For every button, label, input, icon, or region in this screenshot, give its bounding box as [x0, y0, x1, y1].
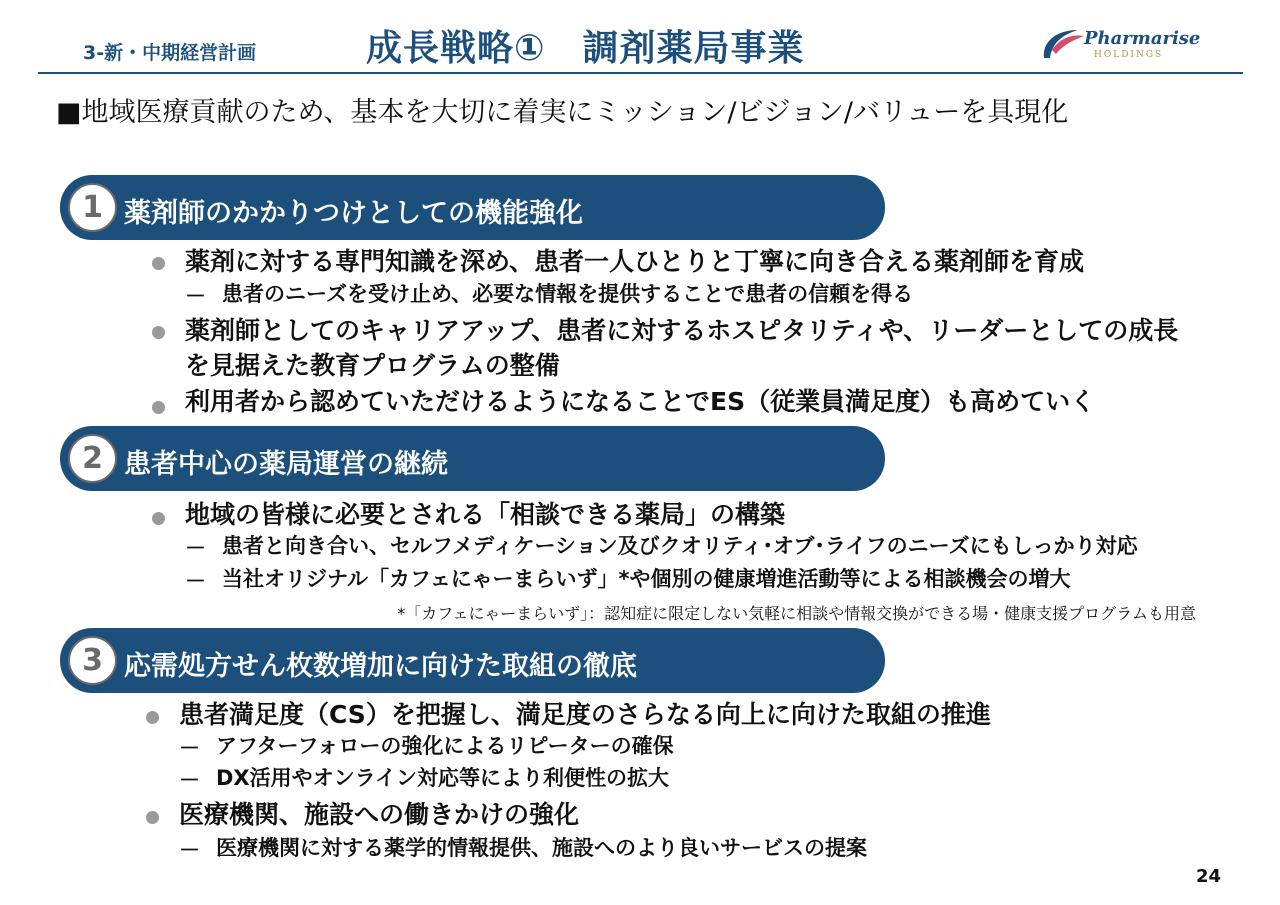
list-item: 地域の皆様に必要とされる「相談できる薬局」の構築: [185, 500, 786, 529]
list-item: 利用者から認めていただけるようになることでES（従業員満足度）も高めていく: [185, 387, 1096, 416]
list-item: 患者のニーズを受け止め、必要な情報を提供することで患者の信頼を得る: [222, 282, 914, 306]
list-item: アフターフォローの強化によるリピーターの確保: [216, 734, 674, 758]
dash-marker: －: [185, 536, 206, 560]
strategy-2-banner: [60, 426, 885, 491]
page-title: 成長戦略① 調剤薬局事業: [366, 28, 805, 69]
dash-marker: －: [179, 768, 200, 792]
strategy-1-number: 1: [68, 183, 117, 232]
logo-sub: HOLDINGS: [1094, 50, 1164, 60]
dash-marker: －: [185, 569, 206, 593]
list-item: 患者満足度（CS）を把握し、満足度のさらなる向上に向けた取組の推進: [179, 700, 991, 729]
header-rule: [38, 72, 1243, 74]
bullet-dot: [152, 257, 165, 270]
bullet-dot: [152, 401, 165, 414]
section-label: 3-新・中期経営計画: [83, 42, 257, 64]
dash-marker: －: [185, 284, 206, 308]
strategy-1-title: 薬剤師のかかりつけとしての機能強化: [124, 198, 583, 229]
list-item: を見据えた教育プログラムの整備: [185, 351, 560, 380]
bullet-dot: [152, 512, 165, 525]
logo-name: Pharmarise: [1084, 28, 1201, 49]
list-item: DX活用やオンライン対応等により利便性の拡大: [216, 766, 669, 790]
bullet-dot: [152, 326, 165, 339]
logo-swoosh-icon: [1038, 24, 1086, 64]
list-item: 薬剤に対する専門知識を深め、患者一人ひとりと丁寧に向き合える薬剤師を育成: [185, 247, 1085, 276]
strategy-3-banner: [60, 628, 885, 693]
page-number: 24: [1196, 866, 1222, 887]
list-item: 医療機関、施設への働きかけの強化: [179, 800, 580, 829]
dash-marker: －: [179, 838, 200, 862]
dash-marker: －: [179, 736, 200, 760]
list-item: 医療機関に対する薬学的情報提供、施設へのより良いサービスの提案: [216, 836, 867, 860]
strategy-2-title: 患者中心の薬局運営の継続: [124, 449, 448, 480]
company-logo: [1038, 24, 1201, 64]
subtitle: ■地域医療貢献のため、基本を大切に着実にミッション/ビジョン/バリューを具現化: [56, 97, 1069, 128]
footnote: *「カフェにゃーまらいず」：認知症に限定しない気軽に相談や情報交換ができる場・健康支援プログラムも用意: [397, 604, 1196, 623]
strategy-1-banner: [60, 175, 885, 240]
strategy-3-title: 応需処方せん枚数増加に向けた取組の徹底: [124, 651, 637, 682]
list-item: 患者と向き合い、セルフメディケーション及びクオリティ･オブ･ライフのニーズにもしっかり対応: [222, 534, 1138, 558]
list-item: 薬剤師としてのキャリアアップ、患者に対するホスピタリティや、リーダーとしての成長: [185, 316, 1179, 345]
list-item: 当社オリジナル「カフェにゃーまらいず」*や個別の健康増進活動等による相談機会の増大: [222, 567, 1071, 591]
strategy-2-number: 2: [68, 434, 117, 483]
bullet-dot: [146, 711, 159, 724]
strategy-3-number: 3: [68, 636, 117, 685]
bullet-dot: [146, 811, 159, 824]
